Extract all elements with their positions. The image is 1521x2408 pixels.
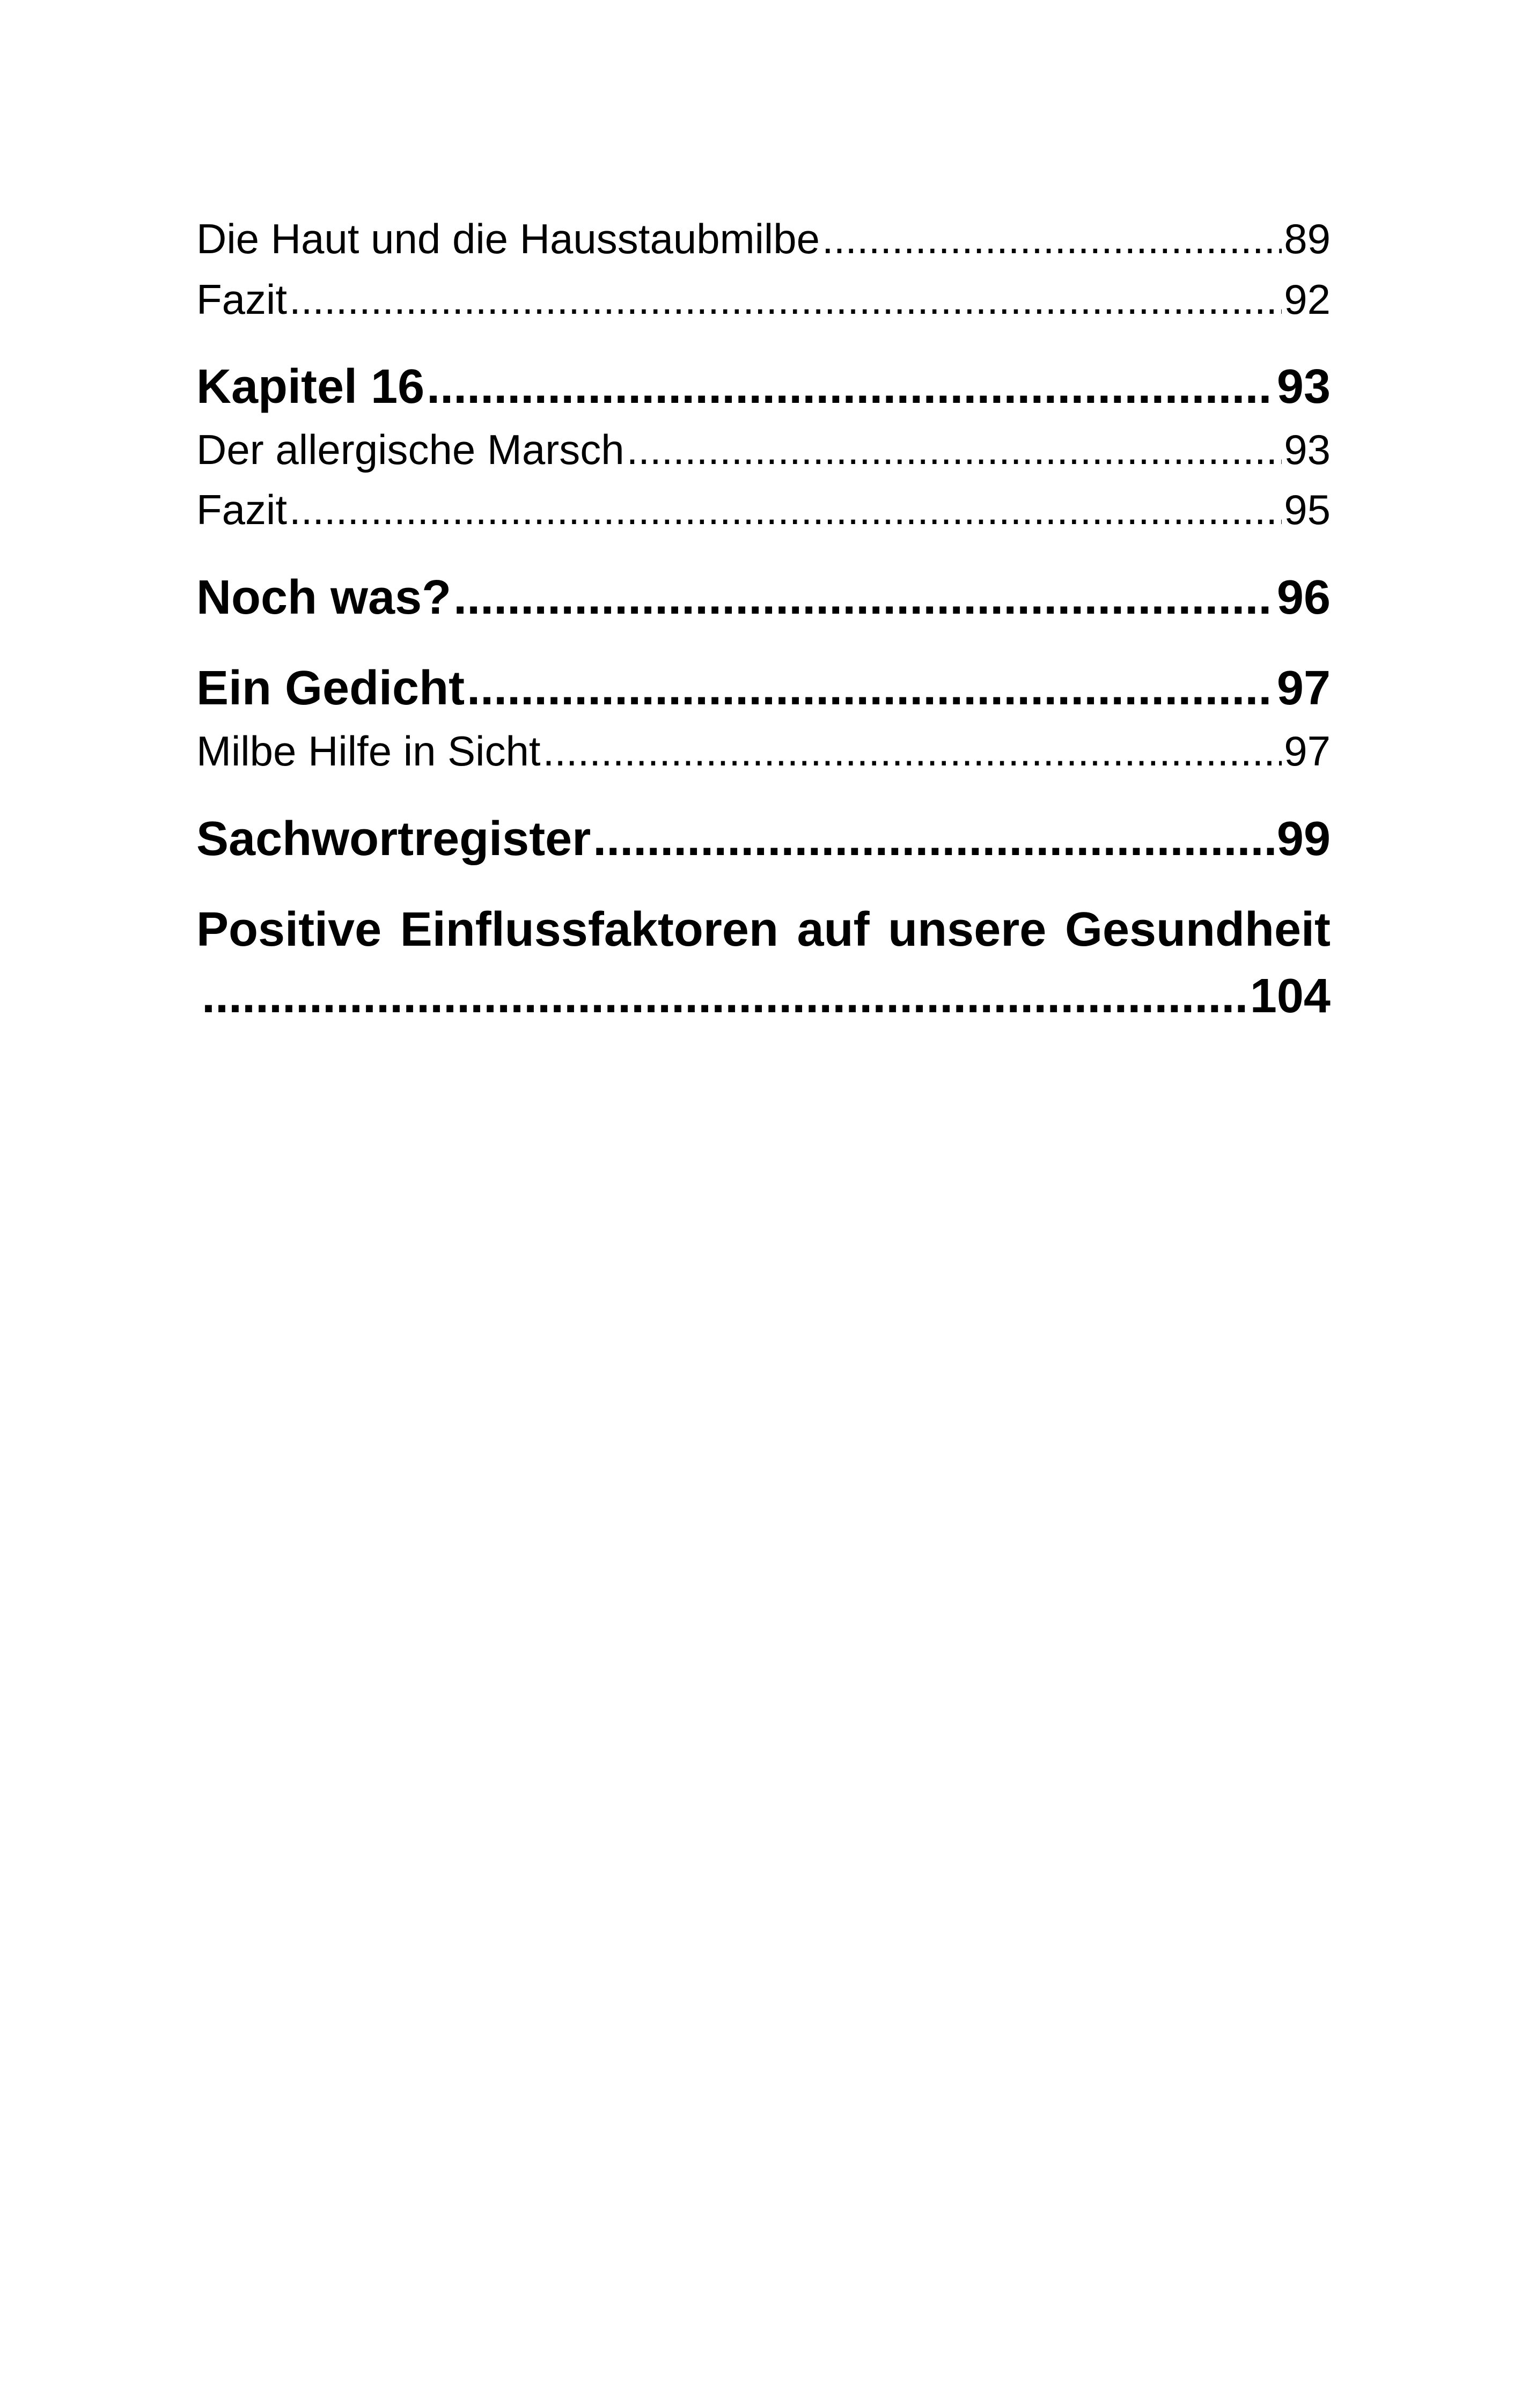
toc-chapter-title: Ein Gedicht: [196, 661, 465, 715]
toc-chapter: [196, 812, 1331, 867]
toc-chapter: [196, 661, 1331, 716]
dot-leader: [467, 661, 1275, 716]
toc-chapter-page: 99: [1276, 812, 1331, 866]
toc-entry-title: Fazit: [196, 276, 288, 323]
toc-entry-page: 92: [1284, 276, 1331, 323]
toc-chapter-title: Kapitel 16: [196, 360, 425, 414]
dot-leader: [822, 215, 1282, 263]
dot-leader: [453, 570, 1275, 625]
toc-chapter: [196, 359, 1331, 415]
toc-chapter-page: 104: [1250, 969, 1331, 1023]
toc-entry: [196, 727, 1331, 776]
dot-leader: [543, 727, 1282, 776]
toc-entry: [196, 275, 1331, 324]
toc-entry-page: 95: [1284, 486, 1331, 533]
toc-entry: [196, 485, 1331, 534]
dot-leader: [289, 485, 1282, 534]
toc-chapter-title: Sachwortregister: [196, 812, 591, 866]
toc-chapter-page: 97: [1276, 661, 1331, 715]
dot-leader: [202, 969, 1248, 1024]
toc-chapter-title-wrapped: Positive Einflussfaktoren auf unsere Gesundheit: [196, 903, 1331, 956]
toc-entry: [196, 215, 1331, 263]
dot-leader: [289, 275, 1282, 324]
toc-entry-title: Milbe Hilfe in Sicht: [196, 727, 541, 775]
toc-entry-page: 89: [1284, 215, 1331, 262]
toc-chapter: [196, 969, 1331, 1024]
dot-leader: [627, 425, 1282, 474]
toc-entry-page: 97: [1284, 727, 1331, 775]
toc-chapter: [196, 570, 1331, 625]
toc-chapter-title: Noch was?: [196, 571, 452, 624]
toc-chapter-page: 96: [1276, 571, 1331, 624]
dot-leader: [593, 812, 1275, 867]
toc-entry: [196, 425, 1331, 474]
toc-entry-title: Fazit: [196, 486, 288, 533]
toc-chapter-page: 93: [1276, 360, 1331, 414]
dot-leader: [427, 359, 1275, 415]
toc-entry-title: Die Haut und die Hausstaubmilbe: [196, 215, 820, 262]
toc-entry-title: Der allergische Marsch: [196, 426, 624, 473]
toc-entry-page: 93: [1284, 426, 1331, 473]
